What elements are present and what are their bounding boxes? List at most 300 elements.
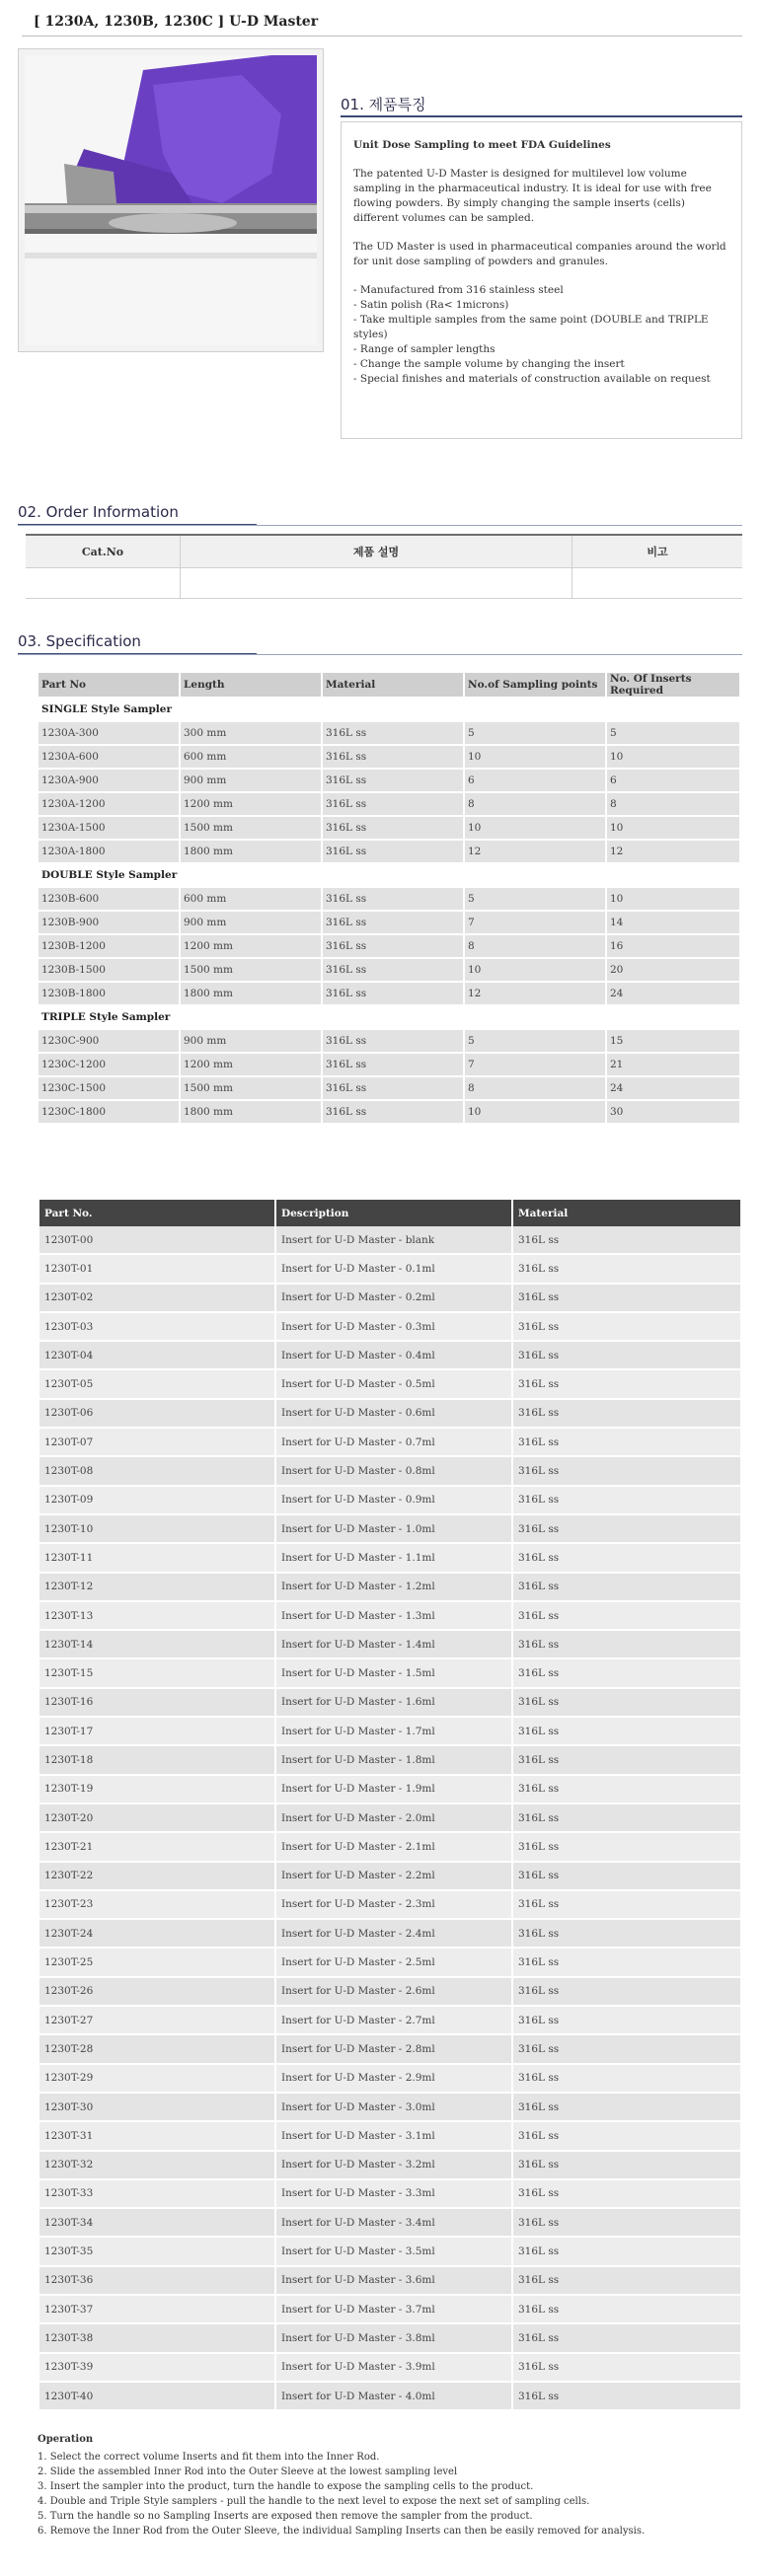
table-cell: Insert for U-D Master - 1.7ml xyxy=(275,1717,512,1745)
table-cell: Insert for U-D Master - 1.4ml xyxy=(275,1630,512,1658)
table-row xyxy=(39,1775,741,1803)
operation-step: 2. Slide the assembled Inner Rod into the Outer Sleeve at the lowest sampling level xyxy=(38,2466,458,2477)
table-cell: 1230T-18 xyxy=(39,1745,275,1774)
table-cell: 24 xyxy=(606,1076,740,1100)
table-cell: 1230T-36 xyxy=(39,2266,275,2295)
page-title: [ 1230A, 1230B, 1230C ] U-D Master xyxy=(34,14,319,30)
table-row xyxy=(38,958,740,982)
table-cell: Insert for U-D Master - 1.9ml xyxy=(275,1775,512,1803)
spec-col-length: Length xyxy=(180,673,322,698)
table-cell: 1230B-600 xyxy=(38,887,180,911)
product-photo xyxy=(18,48,324,352)
table-cell: 316L ss xyxy=(322,934,464,958)
table-cell: 316L ss xyxy=(512,1226,741,1254)
table-cell: 16 xyxy=(606,934,740,958)
table-cell: 316L ss xyxy=(322,887,464,911)
table-row xyxy=(39,1543,741,1572)
table-cell: 21 xyxy=(606,1053,740,1076)
table-cell: 1230T-27 xyxy=(39,2006,275,2034)
table-cell: 316L ss xyxy=(322,721,464,745)
table-cell: 10 xyxy=(464,816,606,840)
spec-group-label: SINGLE Style Sampler xyxy=(38,698,740,721)
table-cell: 1230T-06 xyxy=(39,1399,275,1428)
table-cell: Insert for U-D Master - blank xyxy=(275,1226,512,1254)
table-cell: 1230T-12 xyxy=(39,1573,275,1601)
table-cell: 1230A-1800 xyxy=(38,840,180,863)
table-row xyxy=(39,1573,741,1601)
table-cell: 1230T-28 xyxy=(39,2034,275,2063)
table-cell: 1230C-1200 xyxy=(38,1053,180,1076)
table-row xyxy=(39,1486,741,1514)
table-cell: 1230A-1200 xyxy=(38,792,180,816)
table-cell: 1230T-35 xyxy=(39,2237,275,2265)
table-cell: 316L ss xyxy=(512,1514,741,1543)
table-cell: 1230B-1200 xyxy=(38,934,180,958)
table-cell: 1230T-22 xyxy=(39,1862,275,1890)
table-cell: Insert for U-D Master - 0.3ml xyxy=(275,1312,512,1341)
operation-step: 3. Insert the sampler into the product, turn the handle to expose the sampling cells to the product. xyxy=(38,2481,534,2492)
table-cell: 1230T-17 xyxy=(39,1717,275,1745)
features-list-item: - Manufactured from 316 stainless steel xyxy=(353,284,564,296)
table-row xyxy=(39,1601,741,1630)
table-cell: Insert for U-D Master - 1.2ml xyxy=(275,1573,512,1601)
spec-col-sampling-points: No.of Sampling points xyxy=(464,673,606,698)
table-cell: 316L ss xyxy=(512,2006,741,2034)
table-cell: 1200 mm xyxy=(180,1053,322,1076)
table-cell: 316L ss xyxy=(512,1688,741,1717)
table-cell: 1230T-21 xyxy=(39,1832,275,1861)
table-cell: Insert for U-D Master - 1.5ml xyxy=(275,1658,512,1687)
table-cell: Insert for U-D Master - 3.9ml xyxy=(275,2353,512,2382)
table-cell: 316L ss xyxy=(322,769,464,792)
table-cell: Insert for U-D Master - 0.6ml xyxy=(275,1399,512,1428)
insert-col-description: Description xyxy=(275,1200,512,1226)
spec-group-label: DOUBLE Style Sampler xyxy=(38,863,740,887)
table-cell: 316L ss xyxy=(512,2064,741,2093)
table-cell: 5 xyxy=(464,887,606,911)
table-cell: 316L ss xyxy=(512,1717,741,1745)
table-row xyxy=(39,2382,741,2410)
table-cell: 316L ss xyxy=(512,1745,741,1774)
table-cell: 8 xyxy=(606,792,740,816)
table-cell: 316L ss xyxy=(512,2323,741,2352)
operation-heading: Operation xyxy=(38,2434,94,2445)
table-row xyxy=(39,2323,741,2352)
spec-group-label: TRIPLE Style Sampler xyxy=(38,1005,740,1029)
table-cell: 316L ss xyxy=(512,1630,741,1658)
table-cell: 1800 mm xyxy=(180,982,322,1005)
insert-table xyxy=(39,1200,742,2411)
table-row xyxy=(39,1284,741,1312)
order-table xyxy=(26,534,742,599)
table-cell: Insert for U-D Master - 0.2ml xyxy=(275,1284,512,1312)
table-cell: 316L ss xyxy=(322,792,464,816)
table-row xyxy=(39,2093,741,2121)
table-cell: 1230B-1800 xyxy=(38,982,180,1005)
table-cell: 1200 mm xyxy=(180,934,322,958)
table-cell: Insert for U-D Master - 3.2ml xyxy=(275,2151,512,2179)
table-cell: 316L ss xyxy=(512,1803,741,1832)
table-cell: 20 xyxy=(606,958,740,982)
table-cell: 316L ss xyxy=(512,1832,741,1861)
features-list-item: - Take multiple samples from the same point (DOUBLE and TRIPLE styles) xyxy=(353,314,709,340)
order-heading: 02. Order Information xyxy=(18,503,179,521)
table-cell: Insert for U-D Master - 0.1ml xyxy=(275,1254,512,1283)
table-cell: 1500 mm xyxy=(180,1076,322,1100)
table-cell: 10 xyxy=(464,1100,606,1124)
table-cell: 1230T-19 xyxy=(39,1775,275,1803)
table-row xyxy=(39,2151,741,2179)
table-cell: 1230T-05 xyxy=(39,1369,275,1398)
table-cell: 5 xyxy=(606,721,740,745)
table-cell: 6 xyxy=(606,769,740,792)
table-cell: Insert for U-D Master - 2.2ml xyxy=(275,1862,512,1890)
table-cell: Insert for U-D Master - 3.7ml xyxy=(275,2295,512,2323)
table-cell: 316L ss xyxy=(322,1029,464,1053)
table-row xyxy=(39,1312,741,1341)
table-cell: 316L ss xyxy=(512,2093,741,2121)
table-cell: Insert for U-D Master - 2.1ml xyxy=(275,1832,512,1861)
table-row xyxy=(38,887,740,911)
spec-group-row xyxy=(38,863,740,887)
table-row xyxy=(39,1919,741,1948)
table-cell: Insert for U-D Master - 2.9ml xyxy=(275,2064,512,2093)
table-cell: Insert for U-D Master - 1.8ml xyxy=(275,1745,512,1774)
table-cell: 1230A-900 xyxy=(38,769,180,792)
table-cell: 316L ss xyxy=(512,2208,741,2237)
table-row xyxy=(39,1630,741,1658)
features-paragraph-1: The patented U-D Master is designed for multilevel low volume sampling in the pharmaceutical industry. It is ideal for use with free flowing powders. By simply changing the sample inserts (cells) different volumes can be sampled. xyxy=(353,168,712,224)
table-row xyxy=(39,1745,741,1774)
table-cell: 316L ss xyxy=(512,1658,741,1687)
spec-group-row xyxy=(38,1005,740,1029)
table-row xyxy=(39,1717,741,1745)
table-cell: 316L ss xyxy=(512,2382,741,2410)
table-cell: Insert for U-D Master - 1.6ml xyxy=(275,1688,512,1717)
table-cell: 316L ss xyxy=(512,1601,741,1630)
table-row xyxy=(39,1456,741,1485)
table-row xyxy=(39,1948,741,1976)
table-cell: 316L ss xyxy=(512,1486,741,1514)
table-row xyxy=(39,1832,741,1861)
table-row xyxy=(39,2064,741,2093)
table-cell: 316L ss xyxy=(322,840,464,863)
table-cell: 10 xyxy=(606,816,740,840)
table-row xyxy=(38,840,740,863)
table-row xyxy=(39,1977,741,2006)
table-cell: 1230T-30 xyxy=(39,2093,275,2121)
table-cell: 1230T-11 xyxy=(39,1543,275,1572)
table-cell: 1230T-09 xyxy=(39,1486,275,1514)
table-cell: 15 xyxy=(606,1029,740,1053)
table-cell: 316L ss xyxy=(512,1284,741,1312)
table-cell: 5 xyxy=(464,1029,606,1053)
table-row xyxy=(38,816,740,840)
table-cell: 1230T-23 xyxy=(39,1890,275,1919)
table-row xyxy=(38,721,740,745)
features-list-item: - Change the sample volume by changing the insert xyxy=(353,358,625,370)
order-col-remarks: 비고 xyxy=(573,535,743,568)
table-cell: Insert for U-D Master - 3.0ml xyxy=(275,2093,512,2121)
table-cell: 316L ss xyxy=(512,2237,741,2265)
order-divider xyxy=(18,525,742,526)
table-cell: 1230T-08 xyxy=(39,1456,275,1485)
features-subtitle: Unit Dose Sampling to meet FDA Guidelines xyxy=(353,139,611,151)
table-cell: 316L ss xyxy=(322,982,464,1005)
table-cell: 5 xyxy=(464,721,606,745)
table-row xyxy=(39,1399,741,1428)
table-cell: 1230T-37 xyxy=(39,2295,275,2323)
table-cell: 1230A-1500 xyxy=(38,816,180,840)
gloved-hand-sampler-image xyxy=(25,55,317,345)
table-row xyxy=(38,1053,740,1076)
table-cell: 1230T-13 xyxy=(39,1601,275,1630)
table-cell: Insert for U-D Master - 2.8ml xyxy=(275,2034,512,2063)
order-col-description: 제품 설명 xyxy=(181,535,573,568)
table-row xyxy=(39,2237,741,2265)
features-list-item: - Satin polish (Ra< 1microns) xyxy=(353,299,509,311)
table-cell: 316L ss xyxy=(322,1076,464,1100)
table-row xyxy=(39,2353,741,2382)
table-cell: Insert for U-D Master - 3.5ml xyxy=(275,2237,512,2265)
table-cell: 316L ss xyxy=(512,1573,741,1601)
operation-step: 4. Double and Triple Style samplers - pull the handle to the next level to expose the next set of sampling cells. xyxy=(38,2496,590,2507)
table-cell: 1230T-04 xyxy=(39,1341,275,1369)
table-cell: 12 xyxy=(464,982,606,1005)
table-cell: 1230T-39 xyxy=(39,2353,275,2382)
table-cell: Insert for U-D Master - 1.1ml xyxy=(275,1543,512,1572)
table-cell: 316L ss xyxy=(512,2034,741,2063)
table-cell: 1230T-38 xyxy=(39,2323,275,2352)
table-cell: 1230T-10 xyxy=(39,1514,275,1543)
table-cell: Insert for U-D Master - 0.9ml xyxy=(275,1486,512,1514)
table-cell: 10 xyxy=(464,958,606,982)
table-row xyxy=(39,1226,741,1254)
table-row xyxy=(39,2179,741,2208)
table-cell: 316L ss xyxy=(512,1919,741,1948)
table-row xyxy=(38,745,740,769)
table-cell: 316L ss xyxy=(512,1456,741,1485)
table-cell: 316L ss xyxy=(512,2151,741,2179)
table-cell: 10 xyxy=(606,745,740,769)
table-cell: 1200 mm xyxy=(180,792,322,816)
table-cell: 1230B-900 xyxy=(38,911,180,934)
table-row xyxy=(39,2121,741,2150)
table-cell: Insert for U-D Master - 0.5ml xyxy=(275,1369,512,1398)
spec-group-row xyxy=(38,698,740,721)
table-cell: 1230C-1500 xyxy=(38,1076,180,1100)
table-cell: 316L ss xyxy=(322,1100,464,1124)
table-cell: 316L ss xyxy=(512,1399,741,1428)
table-cell: 600 mm xyxy=(180,745,322,769)
table-cell: 7 xyxy=(464,1053,606,1076)
table-cell: Insert for U-D Master - 3.8ml xyxy=(275,2323,512,2352)
table-cell: 1230T-07 xyxy=(39,1428,275,1456)
operation-section xyxy=(38,2432,742,2539)
table-cell: 30 xyxy=(606,1100,740,1124)
order-col-catno: Cat.No xyxy=(26,535,181,568)
insert-col-partno: Part No. xyxy=(39,1200,275,1226)
insert-col-material: Material xyxy=(512,1200,741,1226)
table-row xyxy=(39,2266,741,2295)
features-list-item: - Range of sampler lengths xyxy=(353,343,496,355)
operation-steps xyxy=(38,2450,742,2539)
table-cell: 12 xyxy=(464,840,606,863)
table-cell: 900 mm xyxy=(180,1029,322,1053)
features-heading: 01. 제품특징 xyxy=(341,96,426,113)
table-cell: 900 mm xyxy=(180,769,322,792)
table-cell: 1230T-03 xyxy=(39,1312,275,1341)
table-cell: 12 xyxy=(606,840,740,863)
table-cell: Insert for U-D Master - 3.3ml xyxy=(275,2179,512,2208)
table-cell: 1800 mm xyxy=(180,1100,322,1124)
table-cell: 10 xyxy=(464,745,606,769)
table-cell: 316L ss xyxy=(322,958,464,982)
table-row xyxy=(38,1100,740,1124)
table-cell: 300 mm xyxy=(180,721,322,745)
table-cell: 900 mm xyxy=(180,911,322,934)
table-cell: Insert for U-D Master - 2.0ml xyxy=(275,1803,512,1832)
table-cell: 8 xyxy=(464,1076,606,1100)
table-row xyxy=(39,1890,741,1919)
table-cell: 316L ss xyxy=(512,1775,741,1803)
table-row xyxy=(39,1341,741,1369)
table-cell: 14 xyxy=(606,911,740,934)
table-cell: 1230T-14 xyxy=(39,1630,275,1658)
table-cell: 10 xyxy=(606,887,740,911)
table-cell: 1500 mm xyxy=(180,958,322,982)
table-row xyxy=(39,1658,741,1687)
features-list-item: - Special finishes and materials of construction available on request xyxy=(353,373,711,385)
table-cell: 8 xyxy=(464,792,606,816)
operation-step: 6. Remove the Inner Rod from the Outer Sleeve, the individual Sampling Inserts can then be easily removed for analysis. xyxy=(38,2526,646,2537)
table-cell: 1230T-40 xyxy=(39,2382,275,2410)
table-cell: Insert for U-D Master - 2.6ml xyxy=(275,1977,512,2006)
spec-col-inserts-required: No. Of Inserts Required xyxy=(606,673,740,698)
spec-table xyxy=(38,673,741,1125)
table-cell: 316L ss xyxy=(512,1428,741,1456)
table-cell: 1230T-24 xyxy=(39,1919,275,1948)
spec-col-material: Material xyxy=(322,673,464,698)
table-row xyxy=(39,2295,741,2323)
table-cell: 1230T-26 xyxy=(39,1977,275,2006)
table-cell: 1230C-1800 xyxy=(38,1100,180,1124)
table-cell: Insert for U-D Master - 2.3ml xyxy=(275,1890,512,1919)
table-cell: 316L ss xyxy=(512,2266,741,2295)
table-cell: 316L ss xyxy=(512,1948,741,1976)
table-cell: 7 xyxy=(464,911,606,934)
spec-col-partno: Part No xyxy=(38,673,180,698)
table-cell: Insert for U-D Master - 0.8ml xyxy=(275,1456,512,1485)
table-cell: 1230T-32 xyxy=(39,2151,275,2179)
table-row xyxy=(39,1254,741,1283)
table-cell: 316L ss xyxy=(512,1890,741,1919)
table-cell: 316L ss xyxy=(512,1254,741,1283)
table-row xyxy=(39,1688,741,1717)
table-cell: 1230T-01 xyxy=(39,1254,275,1283)
table-cell: 1230T-29 xyxy=(39,2064,275,2093)
table-row xyxy=(39,1514,741,1543)
features-box xyxy=(341,121,742,439)
table-row xyxy=(39,1862,741,1890)
table-cell: 316L ss xyxy=(322,1053,464,1076)
table-cell: 1800 mm xyxy=(180,840,322,863)
table-cell: Insert for U-D Master - 1.3ml xyxy=(275,1601,512,1630)
table-row xyxy=(38,982,740,1005)
table-cell: 6 xyxy=(464,769,606,792)
features-divider xyxy=(341,115,742,117)
table-cell: 316L ss xyxy=(512,2295,741,2323)
table-row xyxy=(39,1369,741,1398)
table-cell: 1230T-33 xyxy=(39,2179,275,2208)
table-cell: Insert for U-D Master - 2.4ml xyxy=(275,1919,512,1948)
table-cell: 600 mm xyxy=(180,887,322,911)
table-row xyxy=(38,934,740,958)
table-cell: Insert for U-D Master - 1.0ml xyxy=(275,1514,512,1543)
table-cell: 316L ss xyxy=(512,1862,741,1890)
table-cell: Insert for U-D Master - 0.7ml xyxy=(275,1428,512,1456)
table-cell: 1230T-00 xyxy=(39,1226,275,1254)
table-cell: Insert for U-D Master - 3.4ml xyxy=(275,2208,512,2237)
table-row xyxy=(38,1029,740,1053)
table-cell: Insert for U-D Master - 0.4ml xyxy=(275,1341,512,1369)
table-cell: 1230T-34 xyxy=(39,2208,275,2237)
table-cell: 24 xyxy=(606,982,740,1005)
table-row xyxy=(26,568,742,599)
features-list xyxy=(353,283,731,387)
table-cell: 316L ss xyxy=(322,911,464,934)
table-row xyxy=(38,769,740,792)
spec-divider xyxy=(18,654,742,655)
table-row xyxy=(39,1803,741,1832)
table-cell: 316L ss xyxy=(512,1312,741,1341)
table-row xyxy=(39,1428,741,1456)
spec-heading: 03. Specification xyxy=(18,632,141,650)
table-cell: 1230A-300 xyxy=(38,721,180,745)
table-cell: 316L ss xyxy=(322,816,464,840)
table-cell: 316L ss xyxy=(512,2121,741,2150)
table-cell: 1230T-25 xyxy=(39,1948,275,1976)
table-row xyxy=(39,2208,741,2237)
table-cell: 1230T-31 xyxy=(39,2121,275,2150)
table-cell: Insert for U-D Master - 4.0ml xyxy=(275,2382,512,2410)
table-cell: 8 xyxy=(464,934,606,958)
table-cell: 1230B-1500 xyxy=(38,958,180,982)
table-cell: 316L ss xyxy=(322,745,464,769)
table-row xyxy=(38,1076,740,1100)
table-cell: 1500 mm xyxy=(180,816,322,840)
table-cell: 1230T-20 xyxy=(39,1803,275,1832)
operation-step: 5. Turn the handle so no Sampling Inserts are exposed then remove the sampler from the product. xyxy=(38,2511,533,2522)
table-cell: 1230T-15 xyxy=(39,1658,275,1687)
table-cell: 316L ss xyxy=(512,1369,741,1398)
table-cell: Insert for U-D Master - 3.6ml xyxy=(275,2266,512,2295)
table-cell: Insert for U-D Master - 2.5ml xyxy=(275,1948,512,1976)
features-paragraph-2: The UD Master is used in pharmaceutical companies around the world for unit dose sampling of powders and granules. xyxy=(353,241,726,267)
table-row xyxy=(38,792,740,816)
table-cell: 1230C-900 xyxy=(38,1029,180,1053)
table-cell: Insert for U-D Master - 2.7ml xyxy=(275,2006,512,2034)
table-row xyxy=(39,2006,741,2034)
table-cell: 1230T-16 xyxy=(39,1688,275,1717)
table-row xyxy=(39,2034,741,2063)
table-cell: 316L ss xyxy=(512,1543,741,1572)
table-cell: 1230A-600 xyxy=(38,745,180,769)
table-cell: 316L ss xyxy=(512,1341,741,1369)
operation-step: 1. Select the correct volume Inserts and fit them into the Inner Rod. xyxy=(38,2452,380,2463)
table-cell: Insert for U-D Master - 3.1ml xyxy=(275,2121,512,2150)
table-cell: 316L ss xyxy=(512,2179,741,2208)
